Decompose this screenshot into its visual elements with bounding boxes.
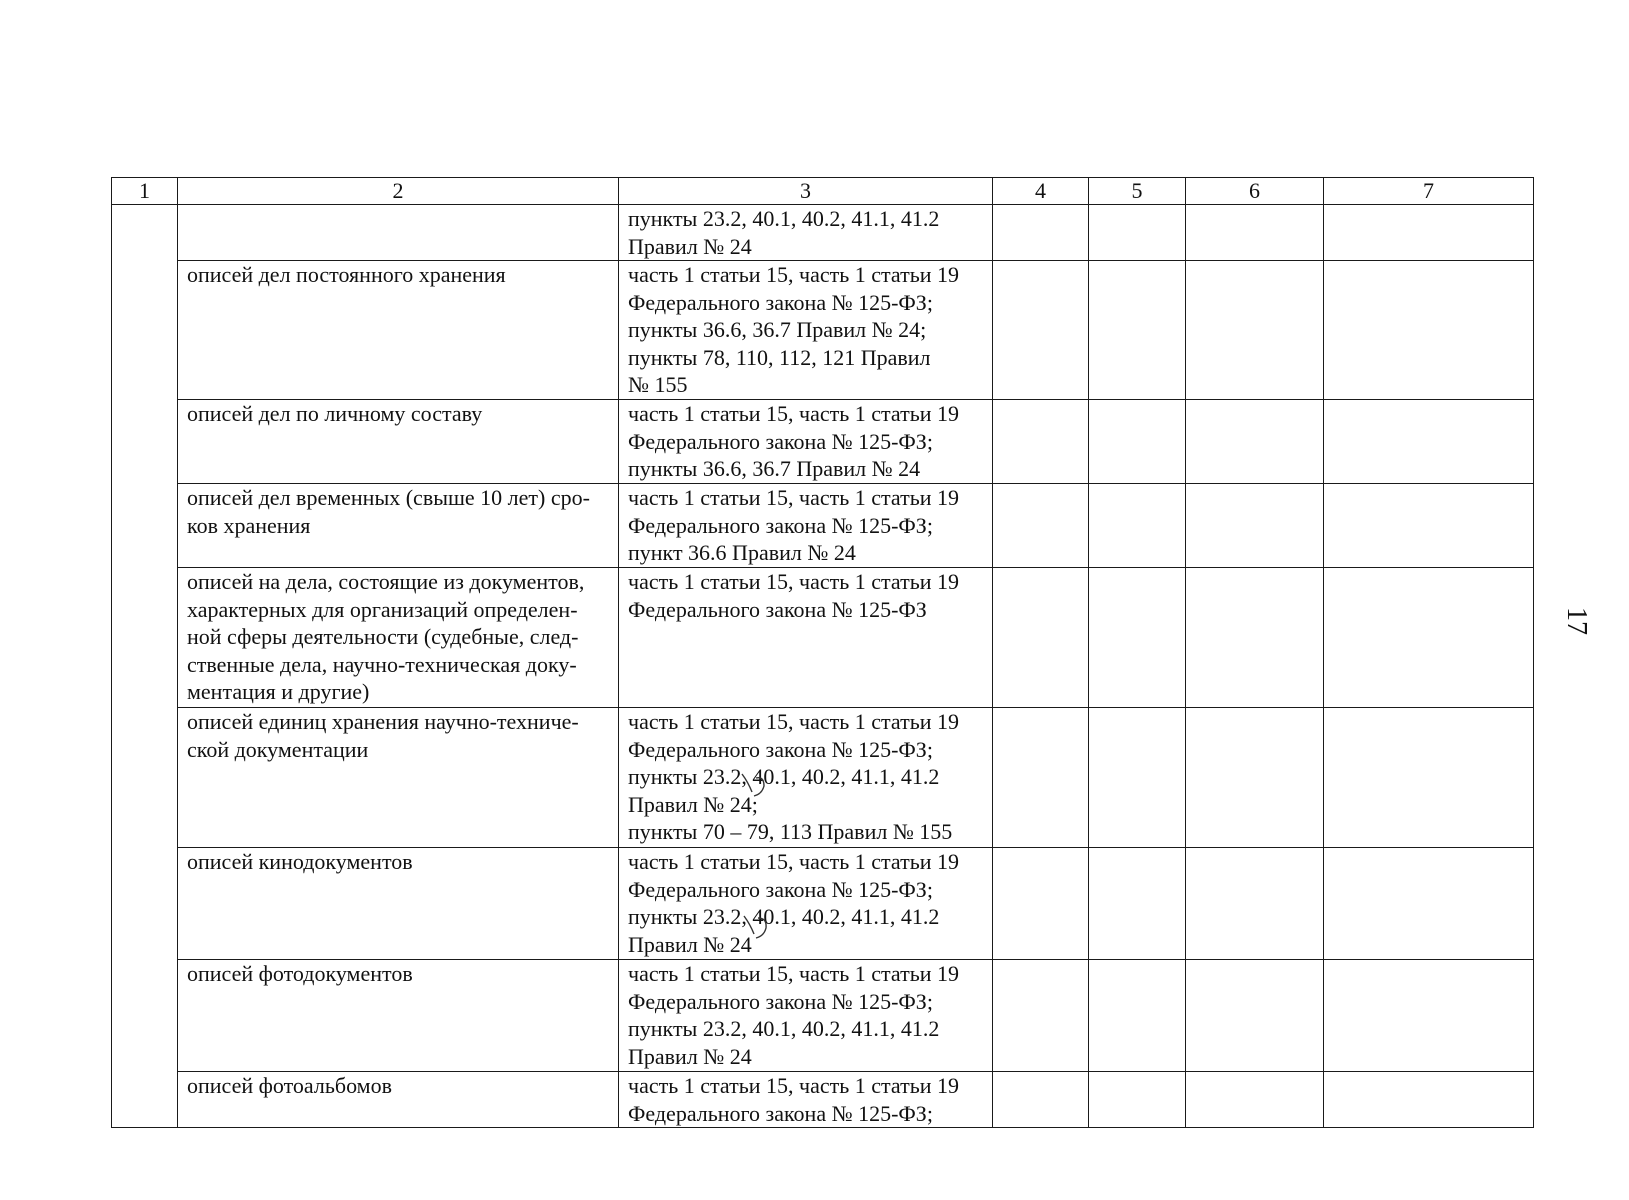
empty-cell [1324, 708, 1534, 848]
empty-cell [993, 708, 1089, 848]
header-col-1: 1 [112, 178, 178, 205]
empty-cell [1186, 261, 1324, 400]
empty-cell [993, 960, 1089, 1072]
row-reference-cell: часть 1 статьи 15, часть 1 статьи 19 Федерального закона № 125-ФЗ; пункты 23.2, 40.1, 40.2, 41.1, 41.2 Правил № 24; пункты 70 – 79, 113 Правил № 155 [619, 708, 993, 848]
pen-mark-icon [740, 910, 774, 952]
empty-cell [1324, 568, 1534, 708]
empty-cell [1089, 261, 1186, 400]
empty-cell [1324, 400, 1534, 484]
empty-cell [1089, 205, 1186, 261]
header-col-7: 7 [1324, 178, 1534, 205]
row-reference-cell: пункты 23.2, 40.1, 40.2, 41.1, 41.2 Правил № 24 [619, 205, 993, 261]
empty-cell [1089, 848, 1186, 960]
row-subject-cell: описей фотодокументов [178, 960, 619, 1072]
empty-cell [1324, 1072, 1534, 1128]
empty-cell [993, 568, 1089, 708]
table-row [112, 960, 1534, 1072]
header-col-3: 3 [619, 178, 993, 205]
empty-cell [1089, 708, 1186, 848]
merged-number-cell [112, 205, 178, 1128]
empty-cell [1186, 960, 1324, 1072]
header-col-6: 6 [1186, 178, 1324, 205]
header-col-5: 5 [1089, 178, 1186, 205]
empty-cell [1186, 848, 1324, 960]
pen-mark-icon [738, 768, 772, 814]
empty-cell [1186, 400, 1324, 484]
table-row [112, 400, 1534, 484]
row-subject-cell [178, 205, 619, 261]
row-subject-cell: описей дел по личному составу [178, 400, 619, 484]
empty-cell [1324, 960, 1534, 1072]
empty-cell [1089, 1072, 1186, 1128]
row-reference-cell: часть 1 статьи 15, часть 1 статьи 19 Федерального закона № 125-ФЗ; [619, 1072, 993, 1128]
empty-cell [1324, 205, 1534, 261]
table-row [112, 261, 1534, 400]
document-table [111, 177, 1534, 1128]
row-subject-cell: описей на дела, состоящие из документов, характерных для организаций определен- ной сферы деятельности (судебные, след- ственные дела, научно-техническая доку- ментация и другие) [178, 568, 619, 708]
header-row [112, 178, 1534, 205]
empty-cell [993, 261, 1089, 400]
empty-cell [1186, 568, 1324, 708]
row-reference-cell: часть 1 статьи 15, часть 1 статьи 19 Федерального закона № 125-ФЗ; пункты 23.2, 40.1, 40.2, 41.1, 41.2 Правил № 24 [619, 848, 993, 960]
empty-cell [993, 848, 1089, 960]
empty-cell [1089, 400, 1186, 484]
table-row [112, 848, 1534, 960]
header-col-2: 2 [178, 178, 619, 205]
empty-cell [1186, 708, 1324, 848]
row-subject-cell: описей кинодокументов [178, 848, 619, 960]
row-subject-cell: описей дел временных (свыше 10 лет) сро- ков хранения [178, 484, 619, 568]
row-subject-cell: описей фотоальбомов [178, 1072, 619, 1128]
empty-cell [1186, 484, 1324, 568]
row-reference-cell: часть 1 статьи 15, часть 1 статьи 19 Федерального закона № 125-ФЗ [619, 568, 993, 708]
empty-cell [1089, 568, 1186, 708]
row-reference-cell: часть 1 статьи 15, часть 1 статьи 19 Федерального закона № 125-ФЗ; пункты 23.2, 40.1, 40.2, 41.1, 41.2 Правил № 24 [619, 960, 993, 1072]
page-number: 17 [1561, 607, 1592, 635]
empty-cell [993, 1072, 1089, 1128]
row-reference-cell: часть 1 статьи 15, часть 1 статьи 19 Федерального закона № 125-ФЗ; пункты 36.6, 36.7 Правил № 24; пункты 78, 110, 112, 121 Правил № 155 [619, 261, 993, 400]
table-row [112, 205, 1534, 261]
table-row [112, 708, 1534, 848]
table-row [112, 568, 1534, 708]
empty-cell [993, 400, 1089, 484]
row-reference-cell: часть 1 статьи 15, часть 1 статьи 19 Федерального закона № 125-ФЗ; пункты 36.6, 36.7 Правил № 24 [619, 400, 993, 484]
table-row [112, 484, 1534, 568]
row-reference-cell: часть 1 статьи 15, часть 1 статьи 19 Федерального закона № 125-ФЗ; пункт 36.6 Правил № 24 [619, 484, 993, 568]
empty-cell [1324, 261, 1534, 400]
empty-cell [1324, 848, 1534, 960]
empty-cell [1089, 960, 1186, 1072]
empty-cell [1186, 1072, 1324, 1128]
empty-cell [1089, 484, 1186, 568]
empty-cell [993, 484, 1089, 568]
row-subject-cell: описей дел постоянного хранения [178, 261, 619, 400]
row-subject-cell: описей единиц хранения научно-техниче- ской документации [178, 708, 619, 848]
empty-cell [993, 205, 1089, 261]
empty-cell [1186, 205, 1324, 261]
header-col-4: 4 [993, 178, 1089, 205]
table-row [112, 1072, 1534, 1128]
empty-cell [1324, 484, 1534, 568]
